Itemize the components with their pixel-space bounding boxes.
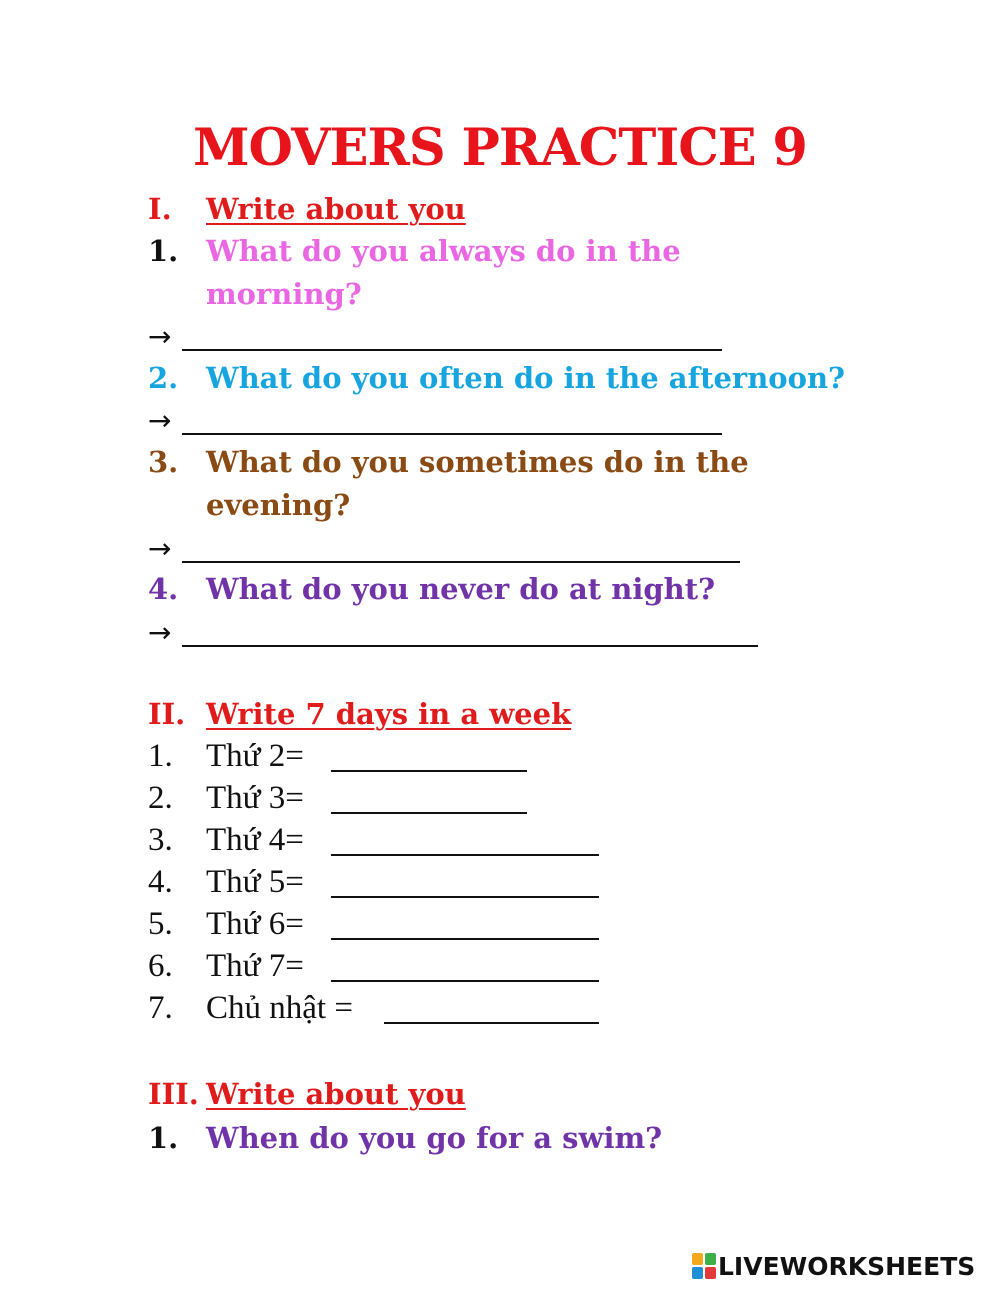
liveworksheets-logo[interactable] (692, 1252, 975, 1286)
day-answer-line[interactable] (331, 854, 599, 856)
question-1-text-line2: morning? (206, 277, 362, 311)
answer-1-line (182, 349, 722, 351)
section-1-title: Write about you (206, 192, 466, 226)
question-5-text: When do you go for a swim? (206, 1121, 663, 1155)
question-1-text-line1: What do you always do in the (206, 234, 681, 268)
section-3-numeral: III. (148, 1077, 199, 1111)
arrow-right-icon: → (148, 532, 172, 565)
answer-3-field[interactable] (148, 528, 748, 568)
worksheet-title: MOVERS PRACTICE 9 (193, 118, 807, 178)
question-3-text-line2: evening? (206, 488, 351, 522)
day-label: Thứ 4= (206, 822, 304, 858)
answer-2-field[interactable] (148, 400, 728, 440)
answer-1-field[interactable] (148, 316, 728, 356)
day-label: Thứ 7= (206, 948, 304, 984)
answer-4-field[interactable] (148, 612, 768, 652)
question-1-number: 1. (148, 234, 179, 268)
day-answer-line[interactable] (331, 812, 527, 814)
section-2-title: Write 7 days in a week (206, 697, 572, 731)
section-2-numeral: II. (148, 697, 186, 731)
answer-3-line (182, 561, 740, 563)
day-answer-line[interactable] (331, 938, 599, 940)
arrow-right-icon: → (148, 404, 172, 437)
logo-text: LIVEWORKSHEETS (718, 1252, 976, 1281)
question-5-number: 1. (148, 1121, 179, 1155)
question-3-text-line1: What do you sometimes do in the (206, 445, 749, 479)
day-number: 1. (148, 738, 173, 774)
day-number: 5. (148, 906, 173, 942)
day-number: 4. (148, 864, 173, 900)
arrow-right-icon: → (148, 320, 172, 353)
section-3-title: Write about you (206, 1077, 466, 1111)
answer-2-line (182, 433, 722, 435)
day-label: Thứ 2= (206, 738, 304, 774)
day-answer-line[interactable] (331, 896, 599, 898)
day-label: Chủ nhật = (206, 990, 353, 1026)
answer-4-line (182, 645, 758, 647)
question-2-text: What do you often do in the afternoon? (206, 361, 846, 395)
question-2-number: 2. (148, 361, 179, 395)
day-label: Thứ 5= (206, 864, 304, 900)
day-label: Thứ 6= (206, 906, 304, 942)
section-1-numeral: I. (148, 192, 172, 226)
day-answer-line[interactable] (331, 980, 599, 982)
day-number: 6. (148, 948, 173, 984)
day-label: Thứ 3= (206, 780, 304, 816)
day-number: 2. (148, 780, 173, 816)
day-number: 3. (148, 822, 173, 858)
liveworksheets-logo-icon (692, 1253, 716, 1279)
day-answer-line[interactable] (331, 770, 527, 772)
question-3-number: 3. (148, 445, 179, 479)
question-4-text: What do you never do at night? (206, 572, 716, 606)
day-number: 7. (148, 990, 173, 1026)
day-answer-line[interactable] (384, 1022, 599, 1024)
question-4-number: 4. (148, 572, 179, 606)
arrow-right-icon: → (148, 616, 172, 649)
